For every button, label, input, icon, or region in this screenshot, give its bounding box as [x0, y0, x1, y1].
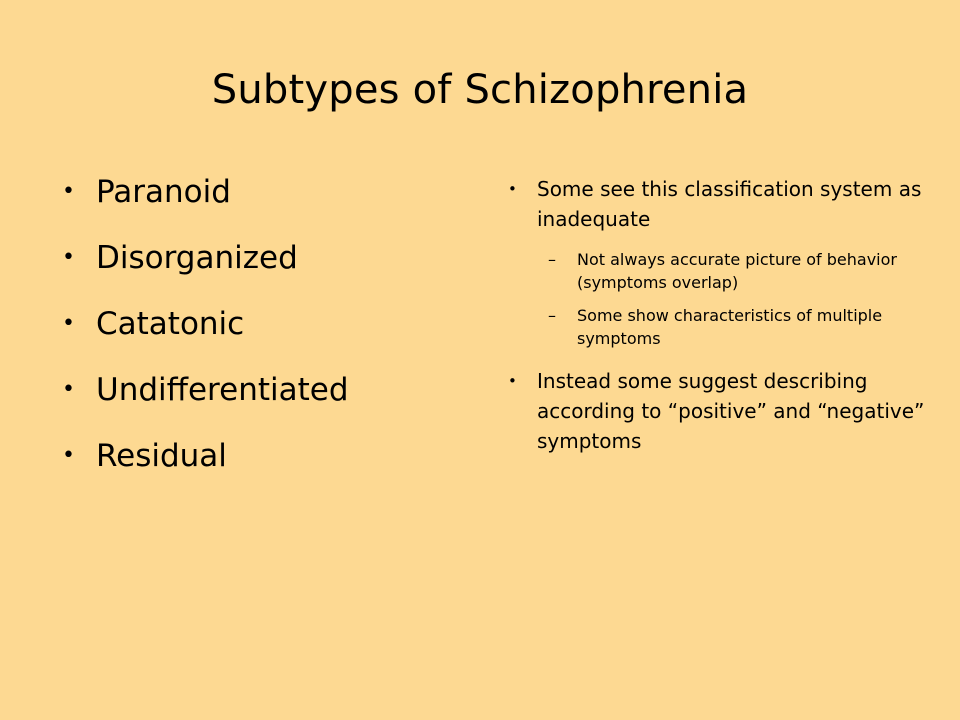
list-item: [62, 238, 462, 278]
list-item-text: Residual: [96, 438, 227, 474]
list-item-text: Paranoid: [96, 174, 231, 210]
commentary-bullet: [508, 174, 928, 234]
bullet-icon: •: [508, 180, 517, 198]
bullet-icon: •: [508, 372, 517, 390]
list-item: [62, 304, 462, 344]
commentary-text: Some see this classification system as inadequate: [537, 177, 922, 231]
list-item-text: Undifferentiated: [96, 372, 349, 408]
bullet-icon: •: [62, 377, 75, 402]
subtypes-list: [62, 172, 462, 502]
sub-bullet: [508, 248, 928, 294]
bullet-icon: •: [62, 245, 75, 270]
sub-bullet-text: Some show characteristics of multiple symptoms: [577, 306, 883, 348]
list-item-text: Catatonic: [96, 306, 245, 342]
sub-bullet-text: Not always accurate picture of behavior (symptoms overlap): [577, 250, 897, 292]
bullet-icon: •: [62, 179, 75, 204]
list-item: [62, 370, 462, 410]
sub-bullet: [508, 304, 928, 350]
slide-title: Subtypes of Schizophrenia: [211, 67, 749, 113]
list-item-text: Disorganized: [96, 240, 298, 276]
commentary-bullet: [508, 366, 928, 456]
sub-bullet-list: [508, 248, 928, 350]
commentary-text: Instead some suggest describing according to “positive” and “negative” symptoms: [537, 369, 925, 453]
dash-icon: –: [548, 306, 556, 325]
commentary-column: [508, 174, 928, 470]
bullet-icon: •: [62, 311, 75, 336]
list-item: [62, 436, 462, 476]
bullet-icon: •: [62, 443, 75, 468]
dash-icon: –: [548, 250, 556, 269]
list-item: [62, 172, 462, 212]
